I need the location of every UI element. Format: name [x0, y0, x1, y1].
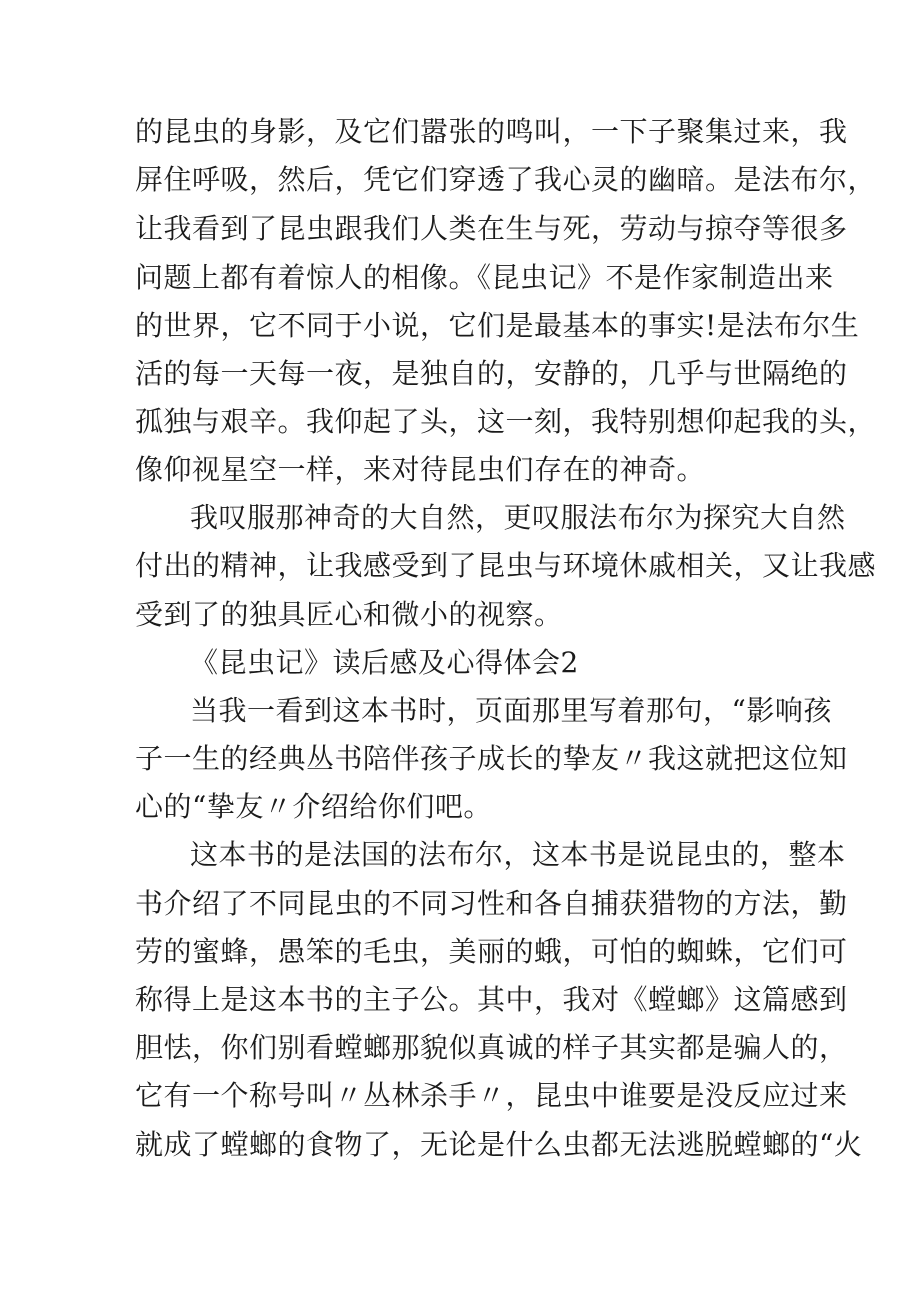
- text-line: 的昆虫的身影，及它们嚣张的鸣叫，一下子聚集过来，我: [135, 115, 848, 148]
- section-heading: 《昆虫记》读后感及心得体会2: [190, 646, 579, 679]
- text-line: 问题上都有着惊人的相像。《昆虫记》不是作家制造出来: [135, 261, 834, 294]
- paragraph-start-line: 这本书的是法国的法布尔，这本书是说昆虫的，整本: [190, 838, 846, 871]
- text-line: 受到了的独具匠心和微小的视察。: [135, 598, 563, 631]
- text-line: 付出的精神，让我感受到了昆虫与环境休戚相关，又让我感: [135, 549, 877, 582]
- text-line: 子一生的经典丛书陪伴孩子成长的挚友〃我这就把这位知: [135, 742, 848, 775]
- text-line: 书介绍了不同昆虫的不同习性和各自捕获猎物的方法，勤: [135, 887, 848, 920]
- text-line: 屏住呼吸，然后，凭它们穿透了我心灵的幽暗。是法布尔，: [135, 163, 877, 196]
- text-line: 就成了螳螂的食物了，无论是什么虫都无法逃脱螳螂的“火: [135, 1128, 863, 1161]
- text-line: 心的“挚友〃介绍给你们吧。: [135, 790, 492, 823]
- text-line: 它有一个称号叫〃丛林杀手〃，昆虫中谁要是没反应过来: [135, 1079, 848, 1112]
- paragraph-start-line: 我叹服那神奇的大自然，更叹服法布尔为探究大自然: [190, 501, 846, 534]
- text-line: 活的每一天每一夜，是独自的，安静的，几乎与世隔绝的: [135, 357, 848, 390]
- text-line: 让我看到了昆虫跟我们人类在生与死，劳动与掠夺等很多: [135, 212, 848, 245]
- text-line: 的世界，它不同于小说，它们是最基本的事实!是法布尔生: [135, 309, 860, 342]
- paragraph-start-line: 当我一看到这本书时，页面那里写着那句，“影响孩: [190, 694, 832, 727]
- text-line: 称得上是这本书的主子公。其中，我对《螳螂》这篇感到: [135, 983, 848, 1016]
- text-line: 孤独与艰辛。我仰起了头，这一刻，我特别想仰起我的头，: [135, 405, 877, 438]
- text-line: 胆怯，你们别看螳螂那貌似真诚的样子其实都是骗人的，: [135, 1031, 848, 1064]
- text-line: 劳的蜜蜂，愚笨的毛虫，美丽的蛾，可怕的蜘蛛，它们可: [135, 935, 848, 968]
- text-line: 像仰视星空一样，来对待昆虫们存在的神奇。: [135, 453, 706, 486]
